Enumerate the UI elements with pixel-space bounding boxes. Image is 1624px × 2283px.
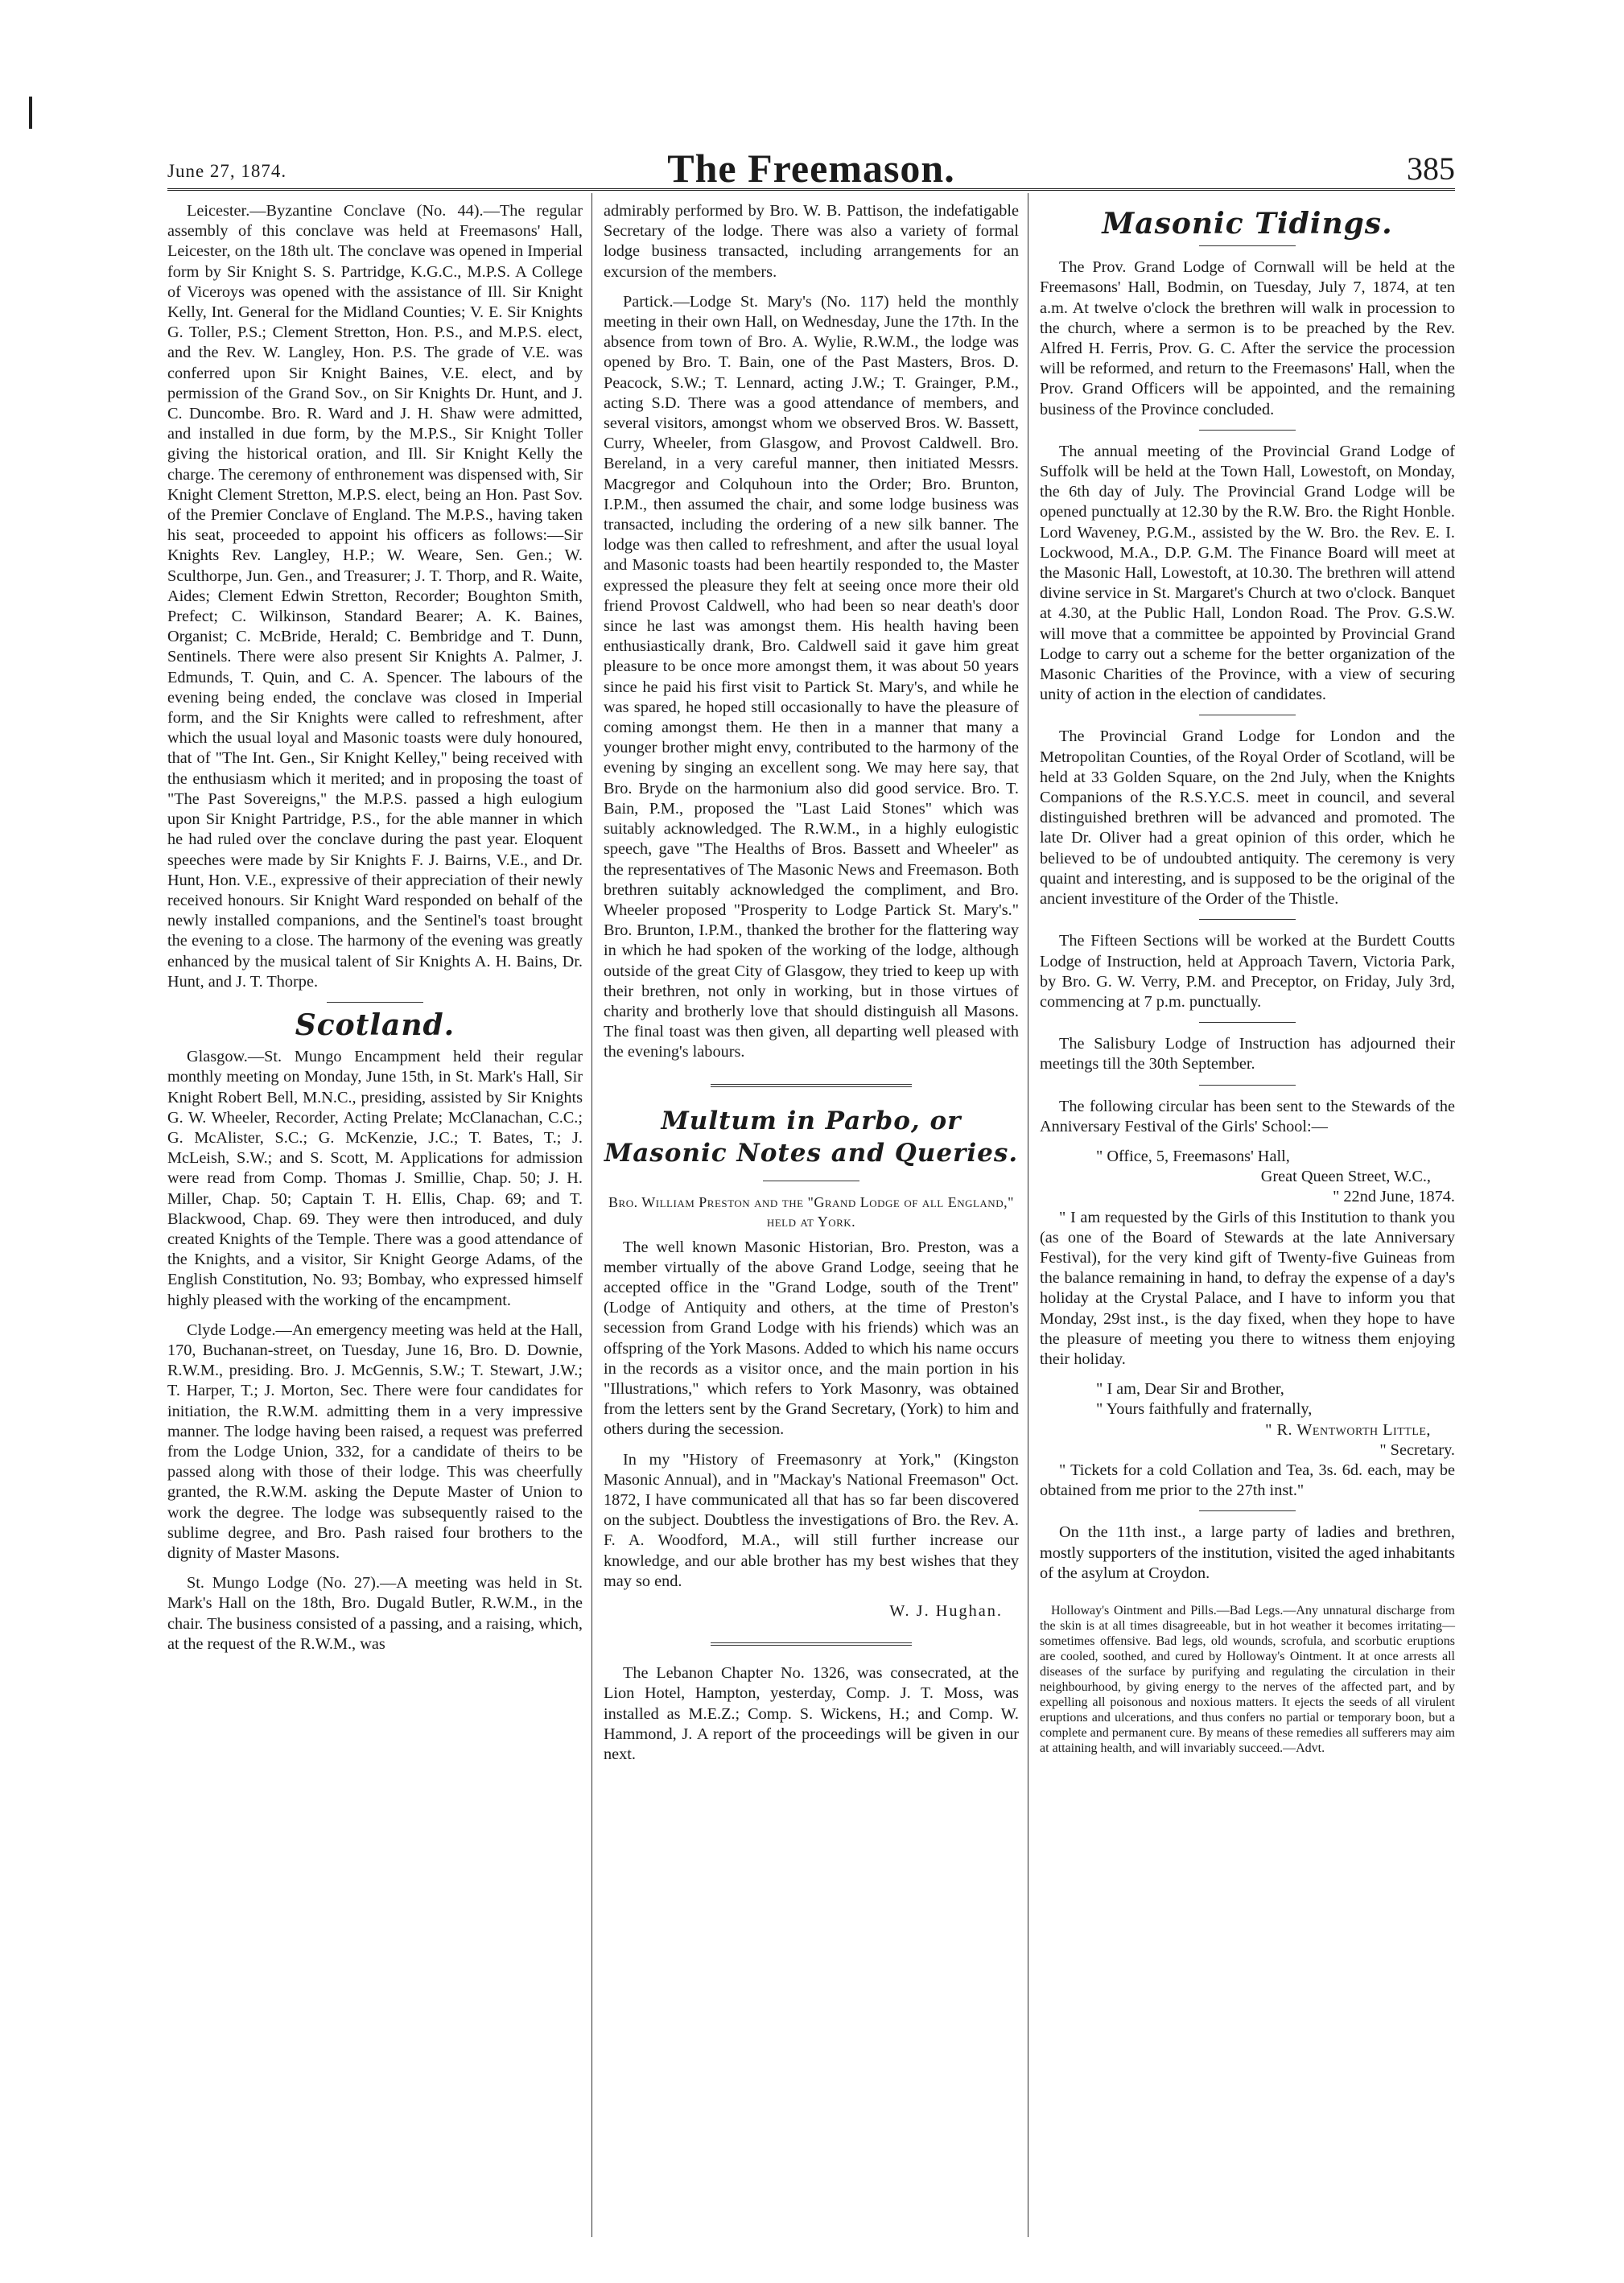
section-divider — [1199, 919, 1296, 920]
glasgow-report: Glasgow.—St. Mungo Encampment held their regular monthly meeting on Monday, June 15th, in St. Mark's Hall, Sir Knight Robert Bell, M.N.C., presiding, assisted by Sir Knights G. W. Wheeler, Recorder, Acting Prelate; McClanachan, C.C.; G. McAlister, S.C.; G. McKenzie, J.C.; T. Bates, T.; J. McLeish, S.W.; and S. Scott, M. Applications for admission were read from Comp. Thomas J. Smillie, Chap. 50; J. H. Miller, Chap. 50; Captain T. H. Ellis, Chap. 69; and T. Blackwood, Chap. 69. They were then introduced, and duly created Knights of the Temple. There was a good attendance of the Knights, and a visitor, Sir Knight George Adams, of the English Constitution, No. 93; Bombay, who expressed himself highly pleased with the working of the encampment. — [167, 1048, 583, 1309]
fifteen-sections-notice: The Fifteen Sections will be worked at the Burdett Coutts Lodge of Instruction, held at Approach Tavern, Victoria Park, by Bro. G. W. Verry, P.M. and Preceptor, on Friday, July 3rd, commencing at 7 p.m. punctually. — [1040, 932, 1455, 1011]
tickets-notice: " Tickets for a cold Collation and Tea, 3s. 6d. each, may be obtained from me prior to the 27th inst." — [1040, 1461, 1455, 1500]
salisbury-notice: The Salisbury Lodge of Instruction has adjourned their meetings till the 30th September. — [1040, 1035, 1455, 1074]
cornwall-notice: The Prov. Grand Lodge of Cornwall will be held at the Freemasons' Hall, Bodmin, on Tuesday, July 7, 1874, at ten a.m. At twelve o'clock the brethren will walk in procession to the church, where a sermon is to be preached by the Rev. Alfred H. Ferris, Prov. G. C. After the service the procession will be reformed, and return to the Freemasons' Hall, when the Prov. Grand Officers will be appointed, and the remaining business of the Province concluded. — [1040, 258, 1455, 418]
leicester-report: Leicester.—Byzantine Conclave (No. 44).—The regular assembly of this conclave was held at Freemasons' Hall, Leicester, on the 18th ult. The conclave was opened in Imperial form by Sir Knight S. S. Partridge, K.G.C., M.P.S. A College of Viceroys was opened with the assistance of Ill. Sir Knight Kelly, Int. General for the Midland Counties; V. E. Sir Knights G. Toller, P.S.; Clement Stretton, Hon. P.S., and M.P.S. elect, and the Rev. W. Langley, Hon. P.S. The grade of V.E. was conferred upon Sir Knight Baines, V.E. elect, and by permission of the Grand Sov., on Sir Knights Dr. Hunt, and J. C. Duncombe. Bro. R. Ward and J. H. Shaw were admitted, and installed in due form, by the M.P.S., Sir Knight Toller giving the historical oration, and Ill. Sir Knight Kelly the charge. The ceremony of enthronement was dispensed with, Sir Knight Clement Stretton, M.P.S. elect, being an Hon. Past Sov. of the Premier Conclave of England. The M.P.S., having taken his seat, proceeded to appoint his officers as follows:—Sir Knights Rev. Langley, H.P.; W. Weare, Sen. Gen.; W. Sculthorpe, Jun. Gen., and Treasurer; J. T. Thorp, and R. Waite, Aides; Clement Edwin Stretton, Recorder; Boughton Smith, Prefect; C. Wilkinson, Standard Bearer; A. K. Baines, Organist; C. McBride, Herald; C. Bembridge and T. Dunn, Sentinels. There were also present Sir Knights A. Palmer, J. Edmunds, T. Quin, and C. A. Spencer. The labours of the evening being ended, the conclave was closed in Imperial form, and the Sir Knights were called to refreshment, after which the usual loyal and Masonic toasts were duly honoured, that of "The Int. Gen., Sir Knight Kelley," being received with the enthusiasm which it merited; and in proposing the toast of "The Past Sovereigns," the M.P.S. passed a high eulogium upon Sir Knight Partridge, P.S., for the able manner in which he had ruled over the conclave during the past year. Eloquent speeches were made by Sir Knights F. J. Bairns, V.E., and Dr. Hunt, Hon. V.E., expressive of their appreciation of their newly received honours. Sir Knight Ward responded on behalf of the newly installed companions, and the Sentinel's toast brought the evening to a close. The harmony of the evening was greatly enhanced by the musical talent of Sir Knights A. H. Bains, Dr. Hunt, and J. T. Thorpe. — [167, 202, 583, 991]
section-heading-masonic-tidings: Masonic Tidings. — [1102, 207, 1393, 241]
st-mungo-lodge-report: St. Mungo Lodge (No. 27).—A meeting was held in St. Mark's Hall on the 18th, Bro. Dugald Butler, R.W.M., in the chair. The business consisted of a passing, and a raising, which, at the request of the R.W.M., was — [167, 1574, 583, 1653]
section-divider — [711, 1642, 912, 1646]
circular-intro: The following circular has been sent to the Stewards of the Anniversary Festival of the Girls' School:— — [1040, 1097, 1455, 1135]
letter-closing: " I am, Dear Sir and Brother, — [1096, 1380, 1284, 1399]
section-heading-scotland: Scotland. — [295, 1008, 455, 1042]
column-2 — [604, 201, 1019, 1774]
royal-order-notice: The Provincial Grand Lodge for London and the Metropolitan Counties, of the Royal Order of Scotland, will be held at 33 Golden Square, on the 2nd July, when the Knights Companions of the R.S.Y.C.S. meet in council, and several distinguished brethren will be advanced and promoted. The late Dr. Oliver had a great opinion of this order, which he believed to be of undoubted antiquity. The ceremony is very quaint and interesting, and is supposed to be the original of the ancient investiture of the Order of the Thistle. — [1040, 727, 1455, 909]
column-3 — [1040, 201, 1455, 1756]
section-divider — [1199, 245, 1296, 246]
header-rule — [167, 188, 1455, 191]
masthead-title: The Freemason. — [667, 146, 955, 191]
letter-address-line: " Office, 5, Freemasons' Hall, — [1096, 1147, 1290, 1165]
advertisement-text: Holloway's Ointment and Pills.—Bad Legs.—Any unnatural discharge from the skin is at all times disagreeable, but in hot weather it becomes irritating—sometimes offensive. Bad legs, old wounds, scrofula, and scorbutic eruptions are cooled, soothed, and cured by Holloway's Ointment. It at once arrests all diseases of the surface by purifying and regulating the circulation in their neighbourhood, by giving energy to the nerves of the affected part, and by expelling all poisonous and noxious matters. It ejects the seeds of all virulent eruptions and ulcerations, and thus confers no partial or temporary boon, but a complete and permanent cure. By means of these remedies all sufferers may aim at attaining health, and will invariably succeed.—Advt. — [1040, 1603, 1455, 1755]
letter-date: " 22nd June, 1874. — [1333, 1188, 1455, 1206]
preston-paragraph-2: In my "History of Freemasonry at York," (Kingston Masonic Annual), and in "Mackay's National Freemason" Oct. 1872, I have communicated all that has so far been discovered on the subject. Doubtless the investigations of Bro. the Rev. A. F. A. Woodford, M.A., will still further increase our knowledge, and our able brother has my best wishes that they may so end. — [604, 1450, 1019, 1590]
preston-paragraph-1: The well known Masonic Historian, Bro. Preston, was a member virtually of the above Grand Lodge, seeing that he accepted office in the "Grand Lodge, south of the Trent" (Lodge of Antiquity and others, at the time of Preston's secession from Grand Lodge with his friends) which was an offspring of the York Masons. Added to which his name occurs in the records as a visitor once, and the main portion in his "Illustrations," which refers to York Masonry, was obtained from the letters sent by the Grand Secretary, (York) to him and others during the secession. — [604, 1238, 1019, 1439]
holloway-advertisement — [1040, 1603, 1455, 1756]
clyde-lodge-report: Clyde Lodge.—An emergency meeting was held at the Hall, 170, Buchanan-street, on Tuesday, June 16, Bro. D. Downie, R.W.M., presiding. Bro. J. McGennis, S.W.; T. Stewart, J.W.; T. Harper, T.; J. Morton, Sec. There were four candidates for initiation, the R.W.M. admitting them in a very impressive manner. The lodge having been raised, a request was preferred from the Lodge Union, 332, for a candidate of theirs to be passed along with those of their lodge. This was cheerfully granted, the R.W.M. asking the Depute Master of Union to work the degree. The lodge was subsequently raised to the sublime degree, and Bro. Pash raised four brothers to the dignity of Master Masons. — [167, 1321, 583, 1562]
croydon-visit-notice: On the 11th inst., a large party of ladies and brethren, mostly supporters of the institution, visited the aged inhabitants of the asylum at Croydon. — [1040, 1523, 1455, 1582]
page-header — [167, 145, 1455, 191]
letter-body: " I am requested by the Girls of this Institution to thank you (as one of the Board of Stewards at the late Anniversary Festival), for the very kind gift of Twenty-five Guineas from the balance remaining in hand, to defray the expense of a day's holiday at the Crystal Palace, and I have to inform you that Monday, 29st inst., is the day fixed, when they hope to have the pleasure of meeting you there to witness them enjoying their holiday. — [1040, 1208, 1455, 1368]
partick-report: Partick.—Lodge St. Mary's (No. 117) held the monthly meeting in their own Hall, on Wednesday, June the 17th. In the absence from town of Bro. A. Wylie, R.W.M., the lodge was opened by Bro. T. Bain, one of the Past Masters, Bros. D. Peacock, S.W.; T. Lennard, acting J.W.; T. Grainger, P.M., acting S.D. There was a good attendance of members, and several visitors, amongst whom we observed Bros. W. Bassett, Curry, Wheeler, from Glasgow, and Provost Caldwell. Bro. Bereland, in a very careful manner, then initiated Messrs. Macgregor and Colquhoun into the Order; Bro. Brunton, I.P.M., then assumed the chair, and some lodge business was transacted, including the ordering of a new silk banner. The lodge was then called to refreshment, and after the usual loyal and Masonic toasts had been heartily responded to, the Master expressed the pleasure they felt at seeing once more their old friend Provost Caldwell, who had been so near death's door since he last was amongst them. His health having been enthusiastically drank, Bro. Caldwell said it gave him great pleasure to be once more amongst them, it was about 50 years since he paid his first visit to Partick St. Mary's, and while he was spared, he hoped still occasionally to have the pleasure of coming amongst them. He then in a manner that many a younger brother might envy, contributed to the harmony of the evening by singing an excellent song. We may here say, that Bro. Bryde on the harmonium also did good service. Bro. T. Bain, P.M., proposed the "Last Laid Stones" which was suitably acknowledged. The R.W.M., in a highly eulogistic speech, gave "The Healths of Bros. Bassett and Wheeler" as the representatives of The Masonic News and Freemason. Both brethren suitably acknowledged the compliment, and Bro. Wheeler proposed "Prosperity to Lodge Partick St. Mary's." Bro. Brunton, I.P.M., thanked the brother for the flattering way in which he had spoken of the working of the lodge, although outside of the great City of Glasgow, they tried to keep up with their brethren, not only in working, but in those virtues of charity and brotherly love that should distinguish all Masons. The final toast was then given, all departing well pleased with the evening's labours. — [604, 292, 1019, 1061]
section-divider — [327, 1002, 423, 1003]
section-divider — [1199, 1085, 1296, 1086]
author-signature: W. J. Hughan. — [889, 1601, 1003, 1620]
section-divider — [711, 1084, 912, 1087]
column-1 — [167, 201, 583, 1664]
letter-signatory: " R. Wentworth Little, — [1265, 1420, 1431, 1439]
page-number: 385 — [1407, 150, 1455, 187]
section-divider — [1199, 430, 1296, 431]
lebanon-chapter-notice: The Lebanon Chapter No. 1326, was consecrated, at the Lion Hotel, Hampton, yesterday, Comp. J. T. Moss, was installed as M.E.Z.; Comp. S. Wickens, H.; and Comp. W. Hammond, J. A report of the proceedings will be given in our next. — [604, 1664, 1019, 1763]
letter-signatory-role: " Secretary. — [1379, 1440, 1455, 1459]
section-heading-multum-in-parvo: Multum in Parbo, or Masonic Notes and Queries. — [604, 1106, 1019, 1168]
suffolk-notice: The annual meeting of the Provincial Grand Lodge of Suffolk will be held at the Town Hall, Lowestoft, on Monday, the 6th day of July. The Provincial Grand Lodge will be opened punctually at 12.30 by the R.W. Bro. the Right Honble. Lord Waveney, P.G.M., assisted by the W. Bro. the Rev. E. I. Lockwood, M.A., D.P. G.M. The Finance Board will meet at the Masonic Hall, Lowestoft, at 10.30. The brethren will attend divine service in St. Margaret's Church at two o'clock. Banquet at 4.30, at the Public Hall, London Road. The Prov. G.S.W. will move that a committee be appointed by Provincial Grand Lodge to carry out a scheme for the better organization of the Masonic Charities of the Province, with a view of securing unity of action in the election of candidates. — [1040, 442, 1455, 704]
section-divider — [1199, 1510, 1296, 1511]
article-title-preston: Bro. William Preston and the "Grand Lodge of all England," held at York. — [608, 1193, 1014, 1230]
letter-address-line: Great Queen Street, W.C., — [1260, 1168, 1431, 1186]
column-divider — [591, 193, 592, 2237]
pattison-continuation: admirably performed by Bro. W. B. Pattison, the indefatigable Secretary of the lodge. There was also a variety of formal lodge business transacted, including arrangements for an excursion of the members. — [604, 202, 1019, 281]
letter-closing: " Yours faithfully and fraternally, — [1096, 1400, 1313, 1419]
stray-ink-mark — [29, 97, 32, 129]
section-divider — [1199, 1022, 1296, 1023]
issue-date: June 27, 1874. — [167, 161, 287, 181]
